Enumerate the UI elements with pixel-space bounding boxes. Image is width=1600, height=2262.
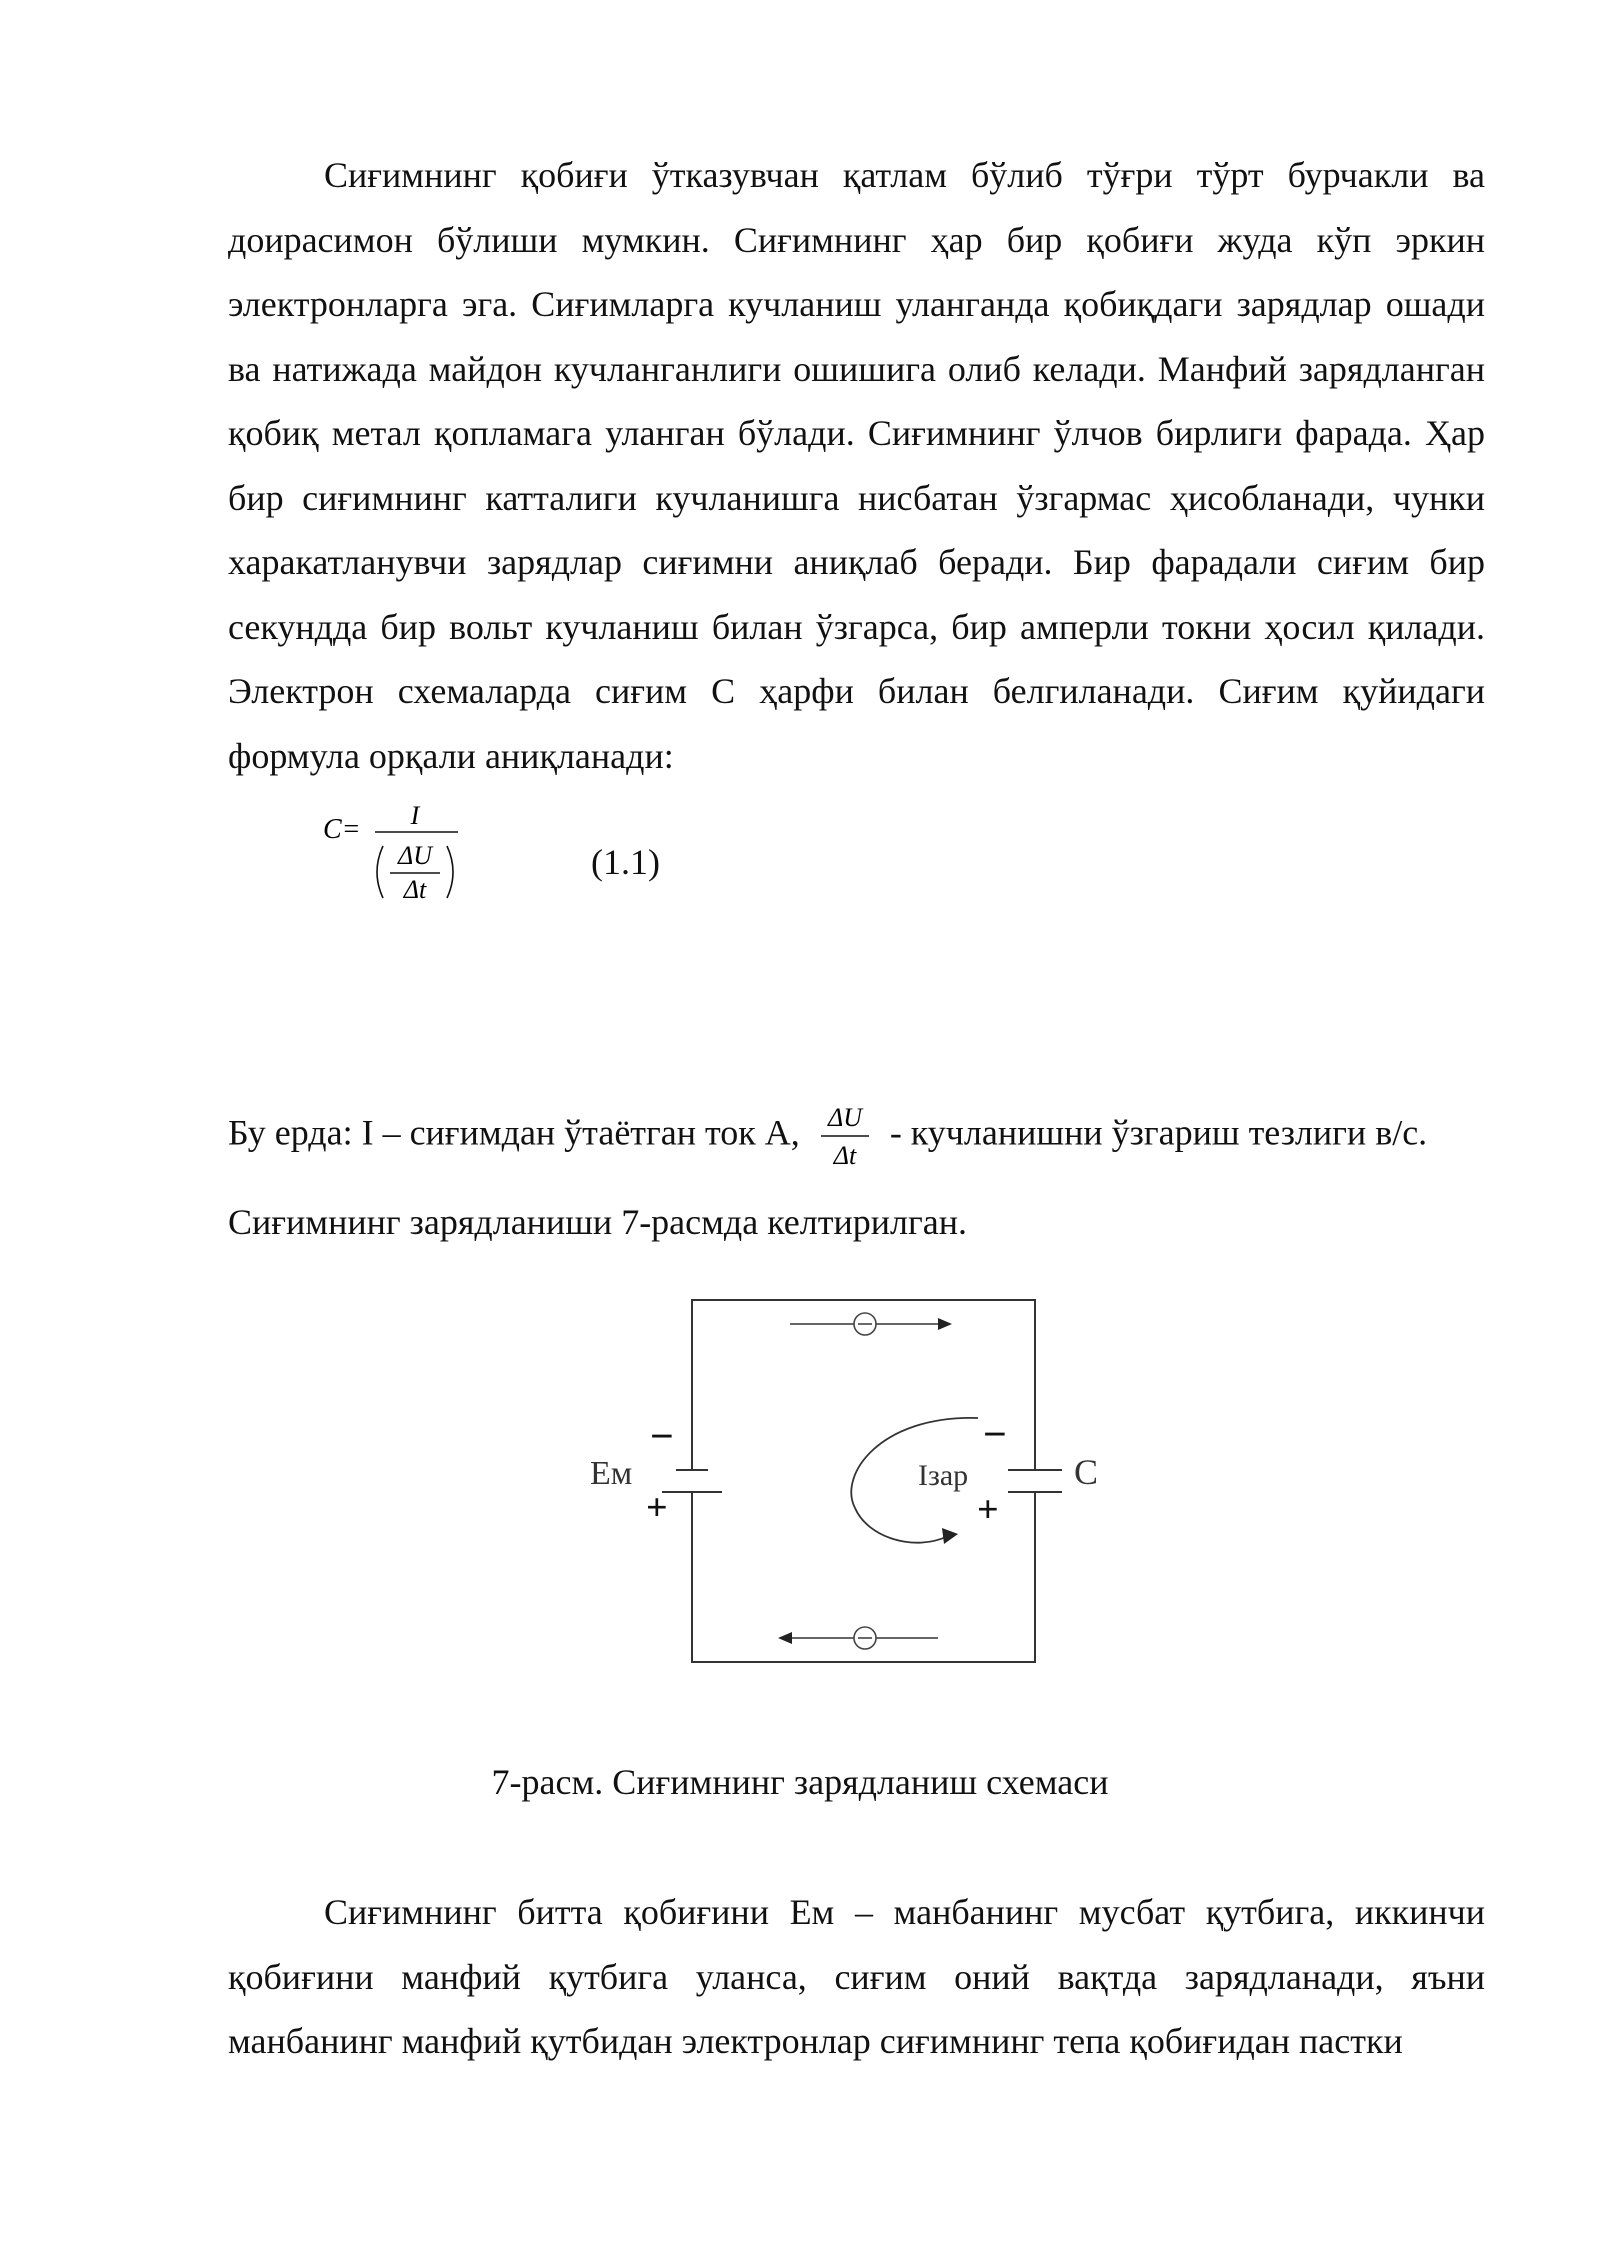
top-arrowhead-icon (938, 1318, 952, 1330)
capacitor-label: C (1074, 1452, 1099, 1492)
formula-number: (1.1) (591, 842, 660, 882)
charging-current-label: Iзар (918, 1459, 969, 1492)
source-label: Eм (590, 1455, 633, 1492)
inline-fraction (815, 1096, 875, 1176)
capacitor-minus-sign: − (983, 1412, 1007, 1458)
top-electron-icon (854, 1313, 876, 1335)
charging-circuit-diagram (580, 1290, 1140, 1680)
charging-arrowhead-icon (942, 1528, 958, 1544)
formula-inner-numerator: ΔU (397, 841, 433, 870)
formula-right-paren (447, 846, 453, 898)
bottom-electron-icon (854, 1627, 876, 1649)
where-line (228, 1096, 1427, 1176)
capacitor-plus-sign: + (977, 1489, 999, 1531)
inline-fraction-denominator: Δt (833, 1141, 857, 1170)
formula-left-paren (377, 846, 383, 898)
source-minus-sign: − (650, 1414, 674, 1460)
source-plus-sign: + (646, 1487, 668, 1529)
capacitance-formula (323, 800, 473, 930)
formula-lhs: C= (323, 814, 361, 845)
figure-caption: 7-расм. Сиғимнинг зарядланиш схемаси (491, 1762, 1109, 1802)
where-text-after: - кучланишни ўзгариш тезлиги в/с. (889, 1112, 1428, 1153)
final-paragraph: Сиғимнинг битта қобиғини Ем – манбанинг мусбат қутбига, иккинчи қобиғини манфий қутбига уланса, сиғим оний вақтда зарядланади, яъни манбанинг манфий қутбидан электронлар сиғимнинг тепа қобиғидан пастки (228, 1892, 1485, 2061)
bottom-arrowhead-icon (778, 1632, 792, 1644)
where-text-before: Бу ерда: I – сиғимдан ўтаётган ток А, (228, 1112, 800, 1153)
formula-numerator: I (410, 801, 420, 830)
charging-reference-line: Сиғимнинг зарядланиши 7-расмда келтирилган. (228, 1202, 967, 1242)
formula-inner-denominator: Δt (403, 875, 427, 904)
intro-paragraph: Сиғимнинг қобиғи ўтказувчан қатлам бўлиб тўғри тўрт бурчакли ва доирасимон бўлиши мумкин. Сиғимнинг ҳар бир қобиғи жуда кўп эркин электронларга эга. Сиғимларга кучланиш уланганда қобиқдаги зарядлар ошади ва натижада майдон кучланганлиги ошишига олиб келади. Манфий зарядланган қобиқ метал қопламага уланган бўлади. Сиғимнинг ўлчов бирлиги фарада. Ҳар бир сиғимнинг катталиги кучланишга нисбатан ўзгармас ҳисобланади, чунки харакатланувчи зарядлар сиғимни аниқлаб беради. Бир фарадали сиғим бир секундда бир вольт кучланиш билан ўзгарса, бир амперли токни ҳосил қилади. Электрон схемаларда сиғим С ҳарфи билан белгиланади. Сиғим қуйидаги формула орқали аниқланади: (228, 155, 1485, 776)
inline-fraction-numerator: ΔU (827, 1103, 862, 1132)
